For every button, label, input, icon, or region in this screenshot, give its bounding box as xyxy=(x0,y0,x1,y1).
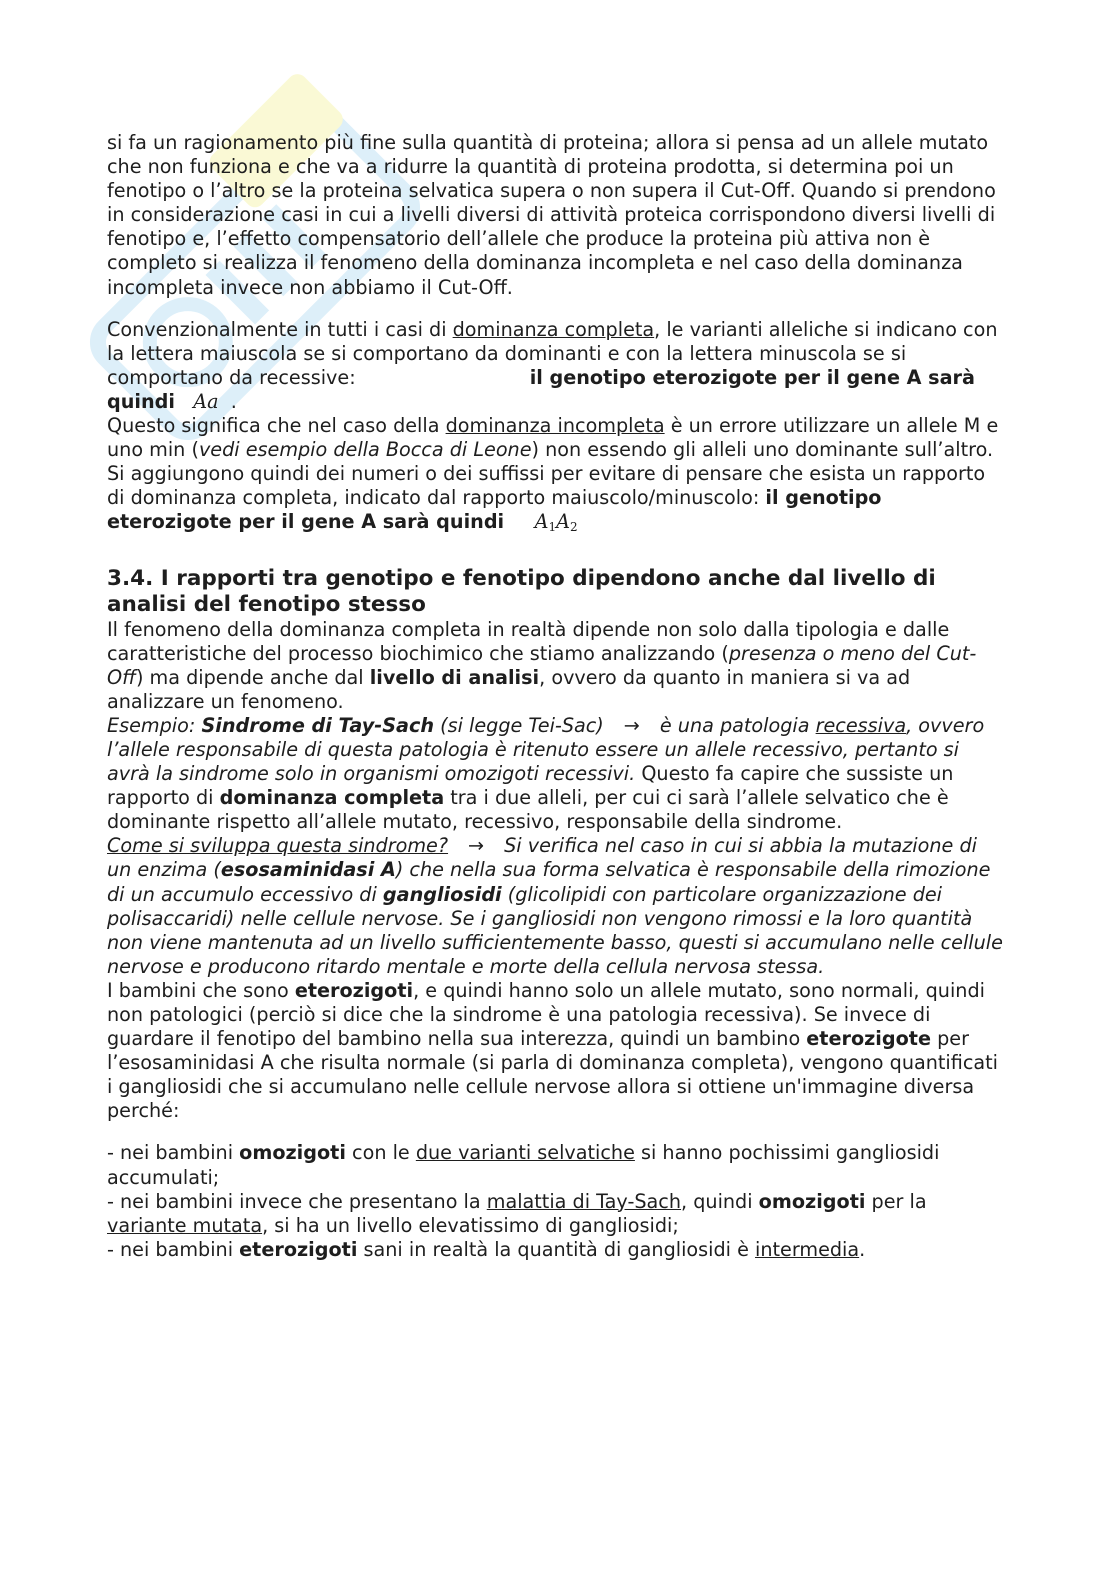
paragraph-livello-analisi: Il fenomeno della dominanza completa in realtà dipende non solo dalla tipologia e dalle caratteristiche del processo biochimico che stiamo analizzando (presenza o meno del Cut-Off) ma dipende anche dal livello di analisi, ovvero da quanto in maniera si va ad analizzare un fenomeno. xyxy=(107,617,977,713)
genotype-statement-2: il genotipo eterozigote per il gene A sarà quindi xyxy=(107,486,882,534)
paragraph-cutoff: si fa un ragionamento più fine sulla quantità di proteina; allora si pensa ad un allele mutato che non funziona e che va a ridurre la quantità di proteina prodotta, si determina poi un fenotipo o l’altro se la proteina selvatica supera o non supera il Cut-Off. Quando si prendono in considerazione casi in cui a livelli diversi di attività proteica corrispondono diversi livelli di fenotipo e, l’effetto compensatorio dell’allele che produce la proteina più attiva non è completo si realizza il fenomeno della dominanza incompleta e nel caso della dominanza incompleta invece non abbiamo il Cut-Off. xyxy=(107,131,996,299)
paragraph-dominanza-incompleta: Questo significa che nel caso della dominanza incompleta è un errore utilizzare un allele M e uno min (vedi esempio della Bocca di Leone) non essendo gli alleli uno dominante sull’altro. Si aggiungono quindi dei numeri o dei suffissi per evitare di pensare che esista un rapporto di dominanza completa, indicato dal rapporto maiuscolo/minuscolo: il genotipo eterozigote per il gene A sarà quindi $A_1A_2$ xyxy=(107,414,999,535)
document-page xyxy=(107,131,1007,1262)
formula-Aa: Aa xyxy=(193,389,219,413)
list-item: - nei bambini omozigoti con le due varianti selvatiche si hanno pochissimi gangliosidi accumulati; xyxy=(107,1141,940,1189)
term-tay-sach: Sindrome di Tay-Sach xyxy=(201,713,434,737)
question-heading: Come si sviluppa questa sindrome? xyxy=(107,834,449,858)
arrow-icon: → xyxy=(623,713,640,737)
section-heading: 3.4. I rapporti tra genotipo e fenotipo dipendono anche dal livello di analisi del fenotipo stesso xyxy=(107,565,936,617)
paragraph-dominanza-completa: Convenzionalmente in tutti i casi di dominanza completa, le varianti alleliche si indicano con la lettera maiuscola se si comportano da dominanti e con la lettera minuscola se si comportano da recessive: il genotipo eterozigote per il gene A sarà quindi Aa . xyxy=(107,317,998,413)
term-dominanza-incompleta: dominanza incompleta xyxy=(445,414,665,438)
genotype-statement: il genotipo eterozigote per il gene A sarà quindi xyxy=(107,365,975,413)
paragraph-sviluppo-sindrome: Come si sviluppa questa sindrome? → Si verifica nel caso in cui si abbia la mutazione di un enzima (esosaminidasi A) che nella sua forma selvatica è responsabile della rimozione di un accumulo eccessivo di gangliosidi (glicolipidi con particolare organizzazione dei polisaccaridi) nelle cellule nervose. Se i gangliosidi non vengono rimossi e la loro quantità non viene mantenuta ad un livello sufficientemente basso, questi si accumulano nelle cellule nervose e producono ritardo mentale e morte della cellula nervosa stessa. xyxy=(107,834,1003,978)
paragraph-esempio-tay-sach: Esempio: Sindrome di Tay-Sach (si legge Tei-Sac) → è una patologia recessiva, ovvero l’allele responsabile di questa patologia è ritenuto essere un allele recessivo, pertanto si avrà la sindrome solo in organismi omozigoti recessivi. Questo fa capire che sussiste un rapporto di dominanza completa tra i due alleli, per cui ci sarà l’allele selvatico che è dominante rispetto all’allele mutato, recessivo, responsabile della sindrome. xyxy=(107,713,985,834)
term-dominanza-completa: dominanza completa xyxy=(452,317,655,341)
formula-A1A2: $A_1A_2$ xyxy=(534,510,578,535)
list-item: - nei bambini invece che presentano la malattia di Tay-Sach, quindi omozigoti per la variante mutata, si ha un livello elevatissimo di gangliosidi; xyxy=(107,1189,927,1237)
list-item: - nei bambini eterozigoti sani in realtà la quantità di gangliosidi è intermedia. xyxy=(107,1237,866,1261)
paragraph-eterozigoti: I bambini che sono eterozigoti, e quindi hanno solo un allele mutato, sono normali, quindi non patologici (perciò si dice che la sindrome è una patologia recessiva). Se invece di guardare il fenotipo del bambino nella sua interezza, quindi un bambino eterozigote per l’esosaminidasi A che risulta normale (si parla di dominanza completa), vengono quantificati i gangliosidi che si accumulano nelle cellule nervose allora si ottiene un'immagine diversa perché: xyxy=(107,978,999,1123)
arrow-icon: → xyxy=(468,834,485,858)
